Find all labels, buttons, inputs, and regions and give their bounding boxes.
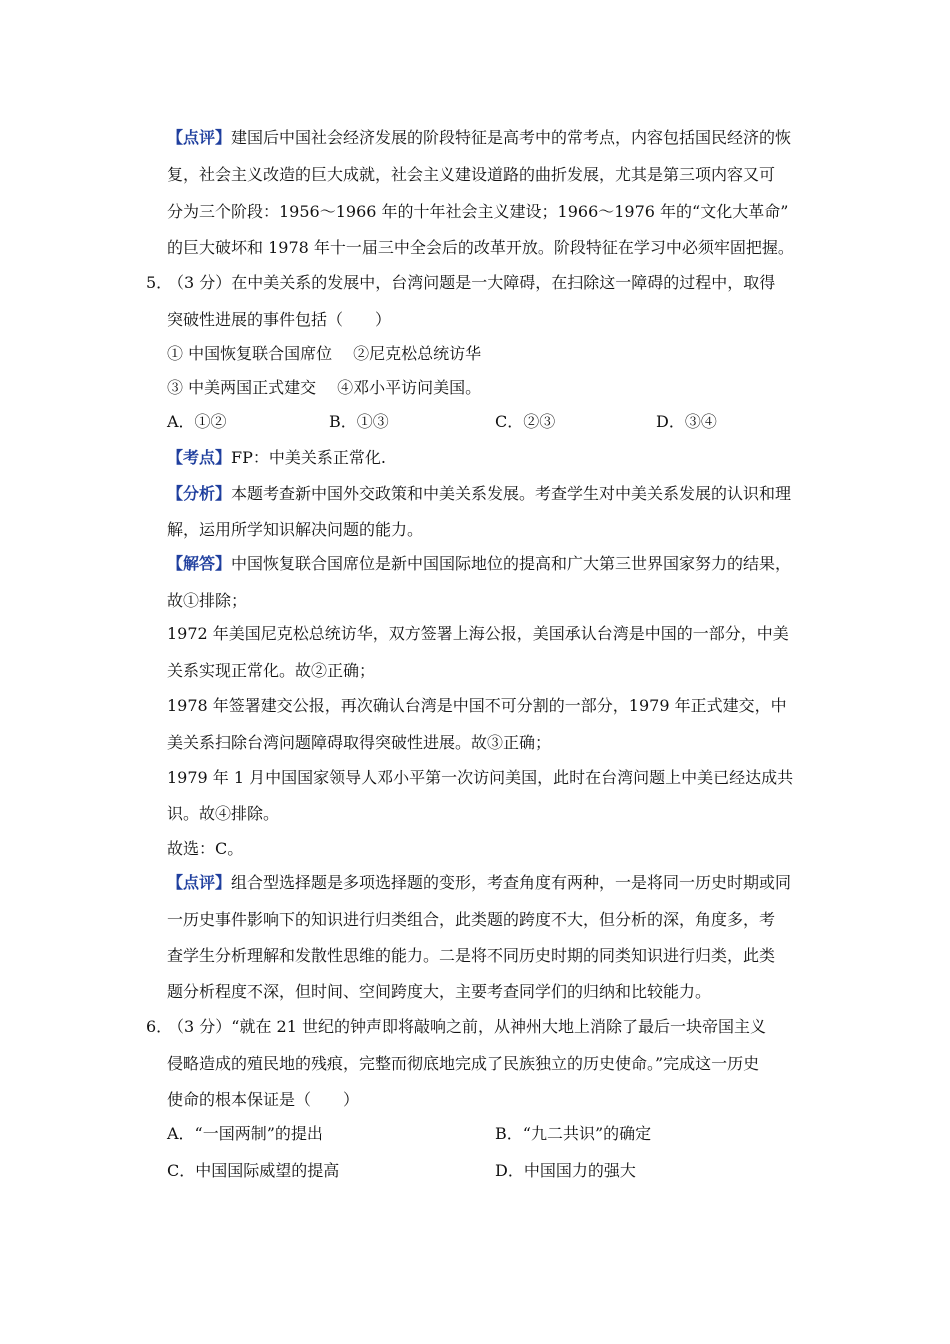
q5-fenxi-line-1: 【分析】本题考查新中国外交政策和中美关系发展。考查学生对中美关系发展的认识和理 (167, 484, 792, 503)
q5-number: 5． (146, 273, 173, 292)
q5-fenxi-line-2: 解，运用所学知识解决问题的能力。 (167, 520, 424, 539)
q5-jieda-line-2: 故①排除； (167, 591, 248, 610)
q6-option-a: A．“一国两制”的提出 (167, 1124, 323, 1143)
q6-stem-line-1: 6．（3 分）“就在 21 世纪的钟声即将敲响之前，从神州大地上消除了最后一块帝国主义 (146, 1015, 791, 1039)
q6-option-b: B．“九二共识”的确定 (495, 1124, 652, 1143)
q5-jieda-line-4: 关系实现正常化。故②正确； (167, 661, 376, 680)
q5-jieda-line-3: 1972 年美国尼克松总统访华，双方签署上海公报，美国承认台湾是中国的一部分，中美 (167, 624, 789, 643)
q5-jieda-line-6: 美关系扫除台湾问题障碍取得突破性进展。故③正确； (167, 733, 552, 752)
q5-option-a: A．①② (167, 412, 227, 431)
q5-dianping-line-2: 一历史事件影响下的知识进行归类组合，此类题的跨度不大，但分析的深，角度多，考 (167, 910, 776, 929)
q5-option-c: C．②③ (495, 412, 556, 431)
q6-stem-line-2: 侵略造成的殖民地的残痕，完整而彻底地完成了民族独立的历史使命。”完成这一历史 (167, 1054, 760, 1073)
q5-stem-line-2: 突破性进展的事件包括（ ） (167, 310, 392, 329)
q5-jieda-line-1: 【解答】中国恢复联合国席位是新中国国际地位的提高和广大第三世界国家努力的结果， (167, 554, 792, 573)
q6-number: 6． (146, 1017, 173, 1036)
q5-dianping-line-1: 【点评】组合型选择题是多项选择题的变形，考查角度有两种，一是将同一历史时期或同 (167, 873, 792, 892)
q6-option-c: C．中国国际威望的提高 (167, 1161, 340, 1180)
q5-fenxi-tag: 【分析】 (167, 484, 232, 503)
q5-jieda-line-7: 1979 年 1 月中国国家领导人邓小平第一次访问美国，此时在台湾问题上中美已经达成共 (167, 768, 794, 787)
q5-option-d: D．③④ (656, 412, 717, 431)
q5-item-line-1: ① 中国恢复联合国席位 ②尼克松总统访华 (167, 344, 482, 363)
q5-dianping-tag: 【点评】 (167, 873, 232, 892)
q6-option-d: D．中国国力的强大 (495, 1161, 636, 1180)
q4-comment-line-4: 的巨大破坏和 1978 年十一届三中全会后的改革开放。阶段特征在学习中必须牢固把握。 (167, 238, 794, 257)
q5-kaodian-line: 【考点】FP：中美关系正常化. (167, 448, 387, 467)
q4-comment-line-2: 复，社会主义改造的巨大成就，社会主义建设道路的曲折发展，尤其是第三项内容又可 (167, 165, 776, 184)
q4-comment-tag: 【点评】 (167, 128, 232, 147)
q5-option-b: B．①③ (329, 412, 389, 431)
q5-jieda-line-5: 1978 年签署建交公报，再次确认台湾是中国不可分割的一部分，1979 年正式建交，中 (167, 696, 787, 715)
q4-comment-line-1: 【点评】建国后中国社会经济发展的阶段特征是高考中的常考点，内容包括国民经济的恢 (167, 128, 792, 147)
q5-item-line-2: ③ 中美两国正式建交 ④邓小平访问美国。 (167, 378, 482, 397)
q5-dianping-line-4: 题分析程度不深，但时间、空间跨度大，主要考查同学们的归纳和比较能力。 (167, 982, 712, 1001)
q5-jieda-line-9: 故选：C。 (167, 839, 244, 858)
q4-comment-line-3: 分为三个阶段：1956～1966 年的十年社会主义建设；1966～1976 年的“文化大革命” (167, 202, 789, 221)
q5-kaodian-tag: 【考点】 (167, 448, 232, 467)
q6-stem-line-3: 使命的根本保证是（ ） (167, 1090, 360, 1109)
q5-jieda-tag: 【解答】 (167, 554, 232, 573)
q5-dianping-line-3: 查学生分析理解和发散性思维的能力。二是将不同历史时期的同类知识进行归类，此类 (167, 946, 776, 965)
q5-stem-line-1: 5．（3 分）在中美关系的发展中，台湾问题是一大障碍，在扫除这一障碍的过程中，取得 (146, 271, 791, 295)
q5-jieda-line-8: 识。故④排除。 (167, 804, 280, 823)
